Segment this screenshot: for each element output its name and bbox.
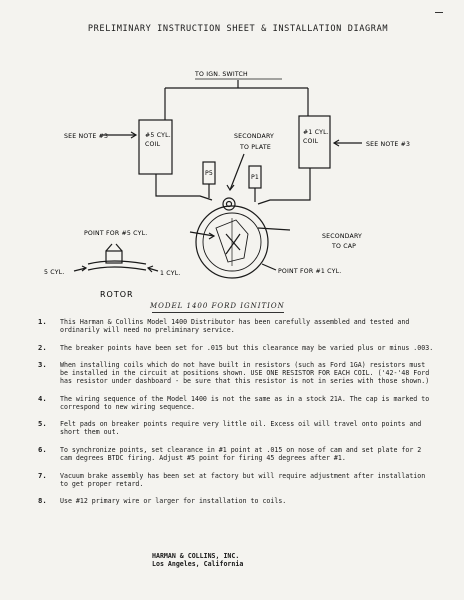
page-title: PRELIMINARY INSTRUCTION SHEET & INSTALLATION DIAGRAM [87, 24, 389, 34]
coil-left-line1: #5 CYL. [145, 132, 171, 139]
instruction-item: 4. The wiring sequence of the Model 1400 is not the same as in a stock 21A. The cap is marked to correspond to new wiring sequence. [38, 393, 430, 411]
instruction-item: 6. To synchronize points, set clearance in #1 point at .015 on nose of cam and set plate for 2 cam degrees BTDC firing. Adjust #5 point for firing 45 degrees after #1. [38, 444, 422, 462]
coil-left-line2: COIL [145, 141, 161, 148]
coil-right-line1: #1 CYL. [303, 129, 329, 136]
see-note-left-label: SEE NOTE #3 [64, 133, 109, 140]
installation-diagram [0, 58, 464, 304]
model-underline [152, 312, 284, 313]
rotor-right-label: 1 CYL. [160, 270, 181, 277]
instruction-item: 2. The breaker points have been set for .015 but this clearance may be varied plus or minus .003. [38, 342, 434, 352]
terminal-left-label: P5 [205, 170, 214, 177]
terminal-right-label: P1 [251, 174, 260, 181]
corner-dash [435, 12, 443, 13]
rotor-label: ROTOR [100, 290, 134, 299]
company-name: HARMAN & COLLINS, INC. [152, 552, 240, 560]
see-note-right-label: SEE NOTE #3 [366, 141, 411, 148]
point-for-1-label: POINT FOR #1 CYL. [278, 268, 342, 275]
instruction-item: 7. Vacuum brake assembly has been set at factory but will require adjustment after installation to get proper retard. [38, 470, 426, 488]
signature-block [152, 552, 312, 569]
model-label: MODEL 1400 FORD IGNITION [150, 302, 285, 310]
rotor-left-label: 5 CYL. [44, 269, 65, 276]
company-city: Los Angeles, California [152, 560, 244, 569]
secondary-to-cap-line1: SECONDARY [322, 233, 363, 240]
instruction-item: 5. Felt pads on breaker points require very little oil. Excess oil will travel onto points and short them out. [38, 419, 422, 437]
instruction-item: 3. When installing coils which do not have built in resistors (such as Ford 1GA) resistors must be installed in the circuit at positions shown. USE ONE RESISTOR FOR EACH COIL. ('42-'48 Ford has resistor under dashboard - be sure that this resistor is not in series with those shown.) [38, 360, 430, 386]
instructions-list [38, 318, 436, 515]
instruction-item: 1. This Harman & Collins Model 1400 Distributor has been carefully assembled and tested and ordinarily will need no preliminary service. [38, 317, 410, 334]
to-ign-switch-label: TO IGN. SWITCH [195, 71, 248, 78]
coil-right-line2: COIL [303, 138, 319, 145]
instruction-item: 8. Use #12 primary wire or larger for installation to coils. [38, 496, 287, 506]
secondary-to-cap-line2: TO CAP [332, 243, 357, 250]
secondary-to-plate-line1: SECONDARY [234, 133, 275, 140]
point-for-5-label: POINT FOR #5 CYL. [84, 230, 148, 237]
secondary-to-plate-line2: TO PLATE [240, 144, 271, 151]
